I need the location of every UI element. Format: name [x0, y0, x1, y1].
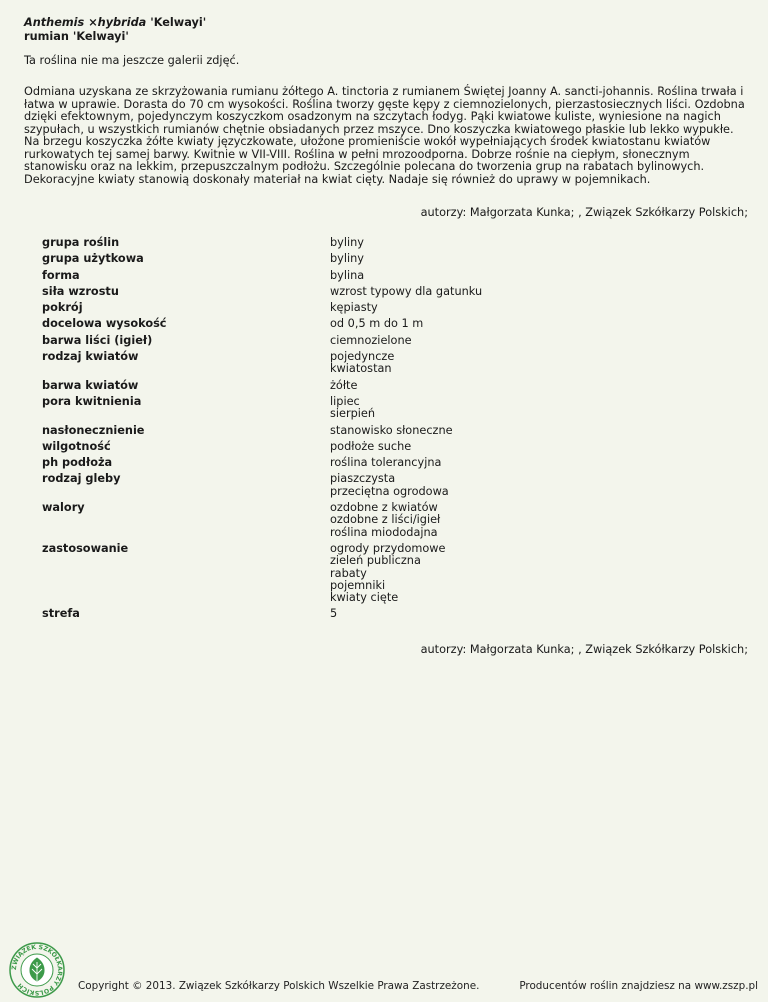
footer: [0, 935, 768, 997]
copyright-text: Copyright © 2013. Związek Szkółkarzy Polskich Wszelkie Prawa Zastrzeżone.: [78, 980, 480, 992]
attribute-values: [330, 318, 482, 334]
attribute-value: zieleń publiczna: [330, 554, 421, 568]
attribute-values: [330, 380, 482, 396]
attribute-key: grupa roślin: [42, 236, 120, 249]
attribute-row: [42, 608, 482, 624]
attribute-value: lipiec: [330, 394, 360, 408]
attribute-value: przeciętna ogrodowa: [330, 484, 449, 498]
attribute-value: kępiasty: [330, 301, 378, 315]
attribute-values: [330, 425, 482, 441]
attribute-value: 5: [330, 607, 338, 621]
attribute-values: [330, 302, 482, 318]
attribute-value: ozdobne z liści/igieł: [330, 513, 441, 527]
attribute-value: bylina: [330, 268, 365, 282]
attribute-row: [42, 543, 482, 608]
producers-link-text[interactable]: Producentów roślin znajdziesz na www.zszp.pl: [519, 980, 758, 992]
plant-card: [24, 16, 746, 657]
attribute-row: [42, 335, 482, 351]
attribute-row: [42, 441, 482, 457]
attribute-row: [42, 237, 482, 253]
attribute-values: [330, 457, 482, 473]
attribute-key: siła wzrostu: [42, 284, 119, 298]
attribute-value: roślina miododajna: [330, 525, 438, 539]
plant-description: Odmiana uzyskana ze skrzyżowania rumianu żółtego A. tinctoria z rumianem Świętej Joanny A. sancti-johannis. Roślina trwała i łatwa w uprawie. Dorasta do 70 cm wysokości. Roślina tworzy gęste kępy z ciemnozielonych, pierzastosiecznych liści. Ozdobna dzięki efektownym, pojedynczym koszyczkom osadzonym na szczytach łodyg. Pąki kwiatowe kuliste, wyniesione na nagich szypułach, u wszystkich rumianów chętnie obsiadanych przez mszyce. Dno koszyczka kwiatowego płaskie lub lekko wypukłe. Na brzegu koszyczka żółte kwiaty języczkowate, ułożone promieniście wokół wypełniających środek kwiatostanu kwiatów rurkowatych tej samej barwy. Kwitnie w VII-VIII. Roślina w pełni mrozoodporna. Dobrze rośnie na ciepłym, słonecznym stanowisku oraz na lekkim, przepuszczalnym podłożu. Szczególnie polecana do tworzenia grup na rabatach bylinowych. Dekoracyjne kwiaty stanowią doskonały materiał na kwiat cięty. Nadaje się również do uprawy w pojemnikach.: [24, 85, 745, 186]
attribute-value: ogrody przydomowe: [330, 541, 446, 555]
attribute-values: [330, 286, 482, 302]
attribute-key: barwa kwiatów: [42, 378, 139, 392]
attribute-value: byliny: [330, 236, 364, 249]
attribute-values: [330, 543, 482, 608]
attribute-value: pojedyncze: [330, 350, 395, 364]
attribute-value: roślina tolerancyjna: [330, 456, 442, 470]
attribute-key: zastosowanie: [42, 541, 129, 555]
attribute-row: [42, 351, 482, 380]
attribute-values: [330, 473, 482, 502]
authors-line: autorzy: Małgorzata Kunka; , Związek Szkółkarzy Polskich;: [420, 206, 748, 219]
attribute-row: [42, 425, 482, 441]
attribute-values: [330, 608, 482, 624]
attribute-values: [330, 335, 482, 351]
attribute-row: [42, 396, 482, 425]
attribute-key: strefa: [42, 607, 80, 621]
attribute-key: pora kwitnienia: [42, 394, 142, 408]
attribute-value: kwiatostan: [330, 362, 392, 376]
attribute-key: rodzaj kwiatów: [42, 350, 139, 364]
attribute-values: [330, 270, 482, 286]
logo-ring-text: ZWIĄZEK SZKÓŁKARZY POLSKICH: [10, 943, 64, 997]
attribute-key: nasłonecznienie: [42, 423, 145, 437]
attribute-value: żółte: [330, 378, 358, 392]
plant-latin-name: [24, 16, 746, 30]
attribute-value: byliny: [330, 252, 364, 266]
authors-line-bottom: autorzy: Małgorzata Kunka; , Związek Szkółkarzy Polskich;: [420, 642, 748, 656]
plant-polish-name: rumian 'Kelwayi': [24, 30, 129, 43]
attribute-key: forma: [42, 268, 80, 282]
attribute-values: [330, 441, 482, 457]
attribute-key: ph podłoża: [42, 456, 113, 470]
attribute-value: wzrost typowy dla gatunku: [330, 284, 483, 298]
attribute-value: sierpień: [330, 407, 376, 421]
attribute-key: walory: [42, 501, 85, 515]
attribute-key: wilgotność: [42, 439, 111, 453]
attribute-value: kwiaty cięte: [330, 591, 399, 605]
attribute-key: pokrój: [42, 301, 83, 315]
no-gallery-notice: Ta roślina nie ma jeszcze galerii zdjęć.: [24, 54, 240, 67]
attribute-row: [42, 380, 482, 396]
attribute-key: barwa liści (igieł): [42, 333, 153, 347]
attributes-table: [42, 237, 482, 625]
attribute-value: rabaty: [330, 566, 367, 580]
attribute-value: piaszczysta: [330, 472, 396, 486]
attribute-value: ozdobne z kwiatów: [330, 501, 438, 515]
attribute-value: pojemniki: [330, 578, 386, 592]
attribute-row: [42, 473, 482, 502]
attribute-values: [330, 253, 482, 269]
attribute-value: stanowisko słoneczne: [330, 423, 453, 437]
attribute-values: [330, 351, 482, 380]
cultivar-name: 'Kelwayi': [150, 16, 207, 29]
attribute-row: [42, 502, 482, 543]
attribute-row: [42, 253, 482, 269]
zszp-logo: [8, 941, 66, 999]
attribute-values: [330, 502, 482, 543]
attribute-values: [330, 237, 482, 253]
attribute-value: podłoże suche: [330, 439, 412, 453]
attribute-key: grupa użytkowa: [42, 252, 144, 266]
attribute-values: [330, 396, 482, 425]
attribute-key: rodzaj gleby: [42, 472, 121, 486]
attribute-row: [42, 270, 482, 286]
attribute-value: ciemnozielone: [330, 333, 412, 347]
attribute-row: [42, 302, 482, 318]
attribute-row: [42, 286, 482, 302]
attribute-row: [42, 457, 482, 473]
attribute-value: od 0,5 m do 1 m: [330, 317, 424, 331]
genus-name: Anthemis ×hybrida: [24, 16, 147, 29]
attribute-row: [42, 318, 482, 334]
attribute-key: docelowa wysokość: [42, 317, 167, 331]
